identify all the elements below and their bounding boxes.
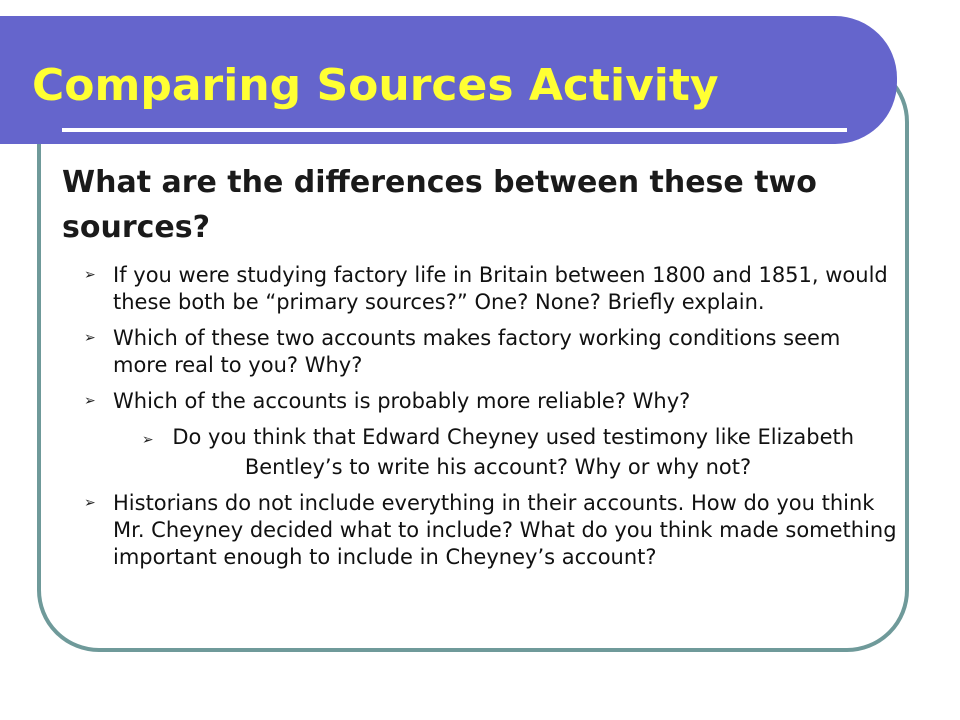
slide-title: Comparing Sources Activity (32, 60, 719, 111)
list-item (80, 424, 898, 481)
list-item (80, 388, 900, 415)
title-underline (62, 128, 847, 132)
list-item-text: If you were studying factory life in Britain between 1800 and 1851, would these both be “primary sources?” One? None? Briefly explain. (113, 263, 888, 314)
list-item-text: Which of the accounts is probably more reliable? Why? (113, 389, 691, 413)
list-item-text: Which of these two accounts makes factory working conditions seem more real to you? Why? (113, 326, 841, 377)
question-list (80, 262, 900, 580)
arrowhead-bullet-icon: ➢ (84, 393, 96, 409)
arrowhead-bullet-icon: ➢ (84, 330, 96, 346)
list-item-text: Historians do not include everything in their accounts. How do you think Mr. Cheyney decided what to include? What do you think made something important enough to include in Cheyney’s account? (113, 491, 897, 569)
arrowhead-bullet-icon: ➢ (84, 495, 96, 511)
list-item (80, 262, 900, 316)
list-item (80, 325, 900, 379)
slide-subtitle: What are the differences between these two sources? (62, 165, 817, 245)
list-item-text: Do you think that Edward Cheyney used testimony like Elizabeth Bentley’s to write his account? Why or why not? (172, 425, 855, 479)
arrowhead-bullet-icon: ➢ (84, 267, 96, 283)
arrowhead-bullet-icon: ➢ (141, 432, 154, 448)
list-item (80, 490, 900, 571)
